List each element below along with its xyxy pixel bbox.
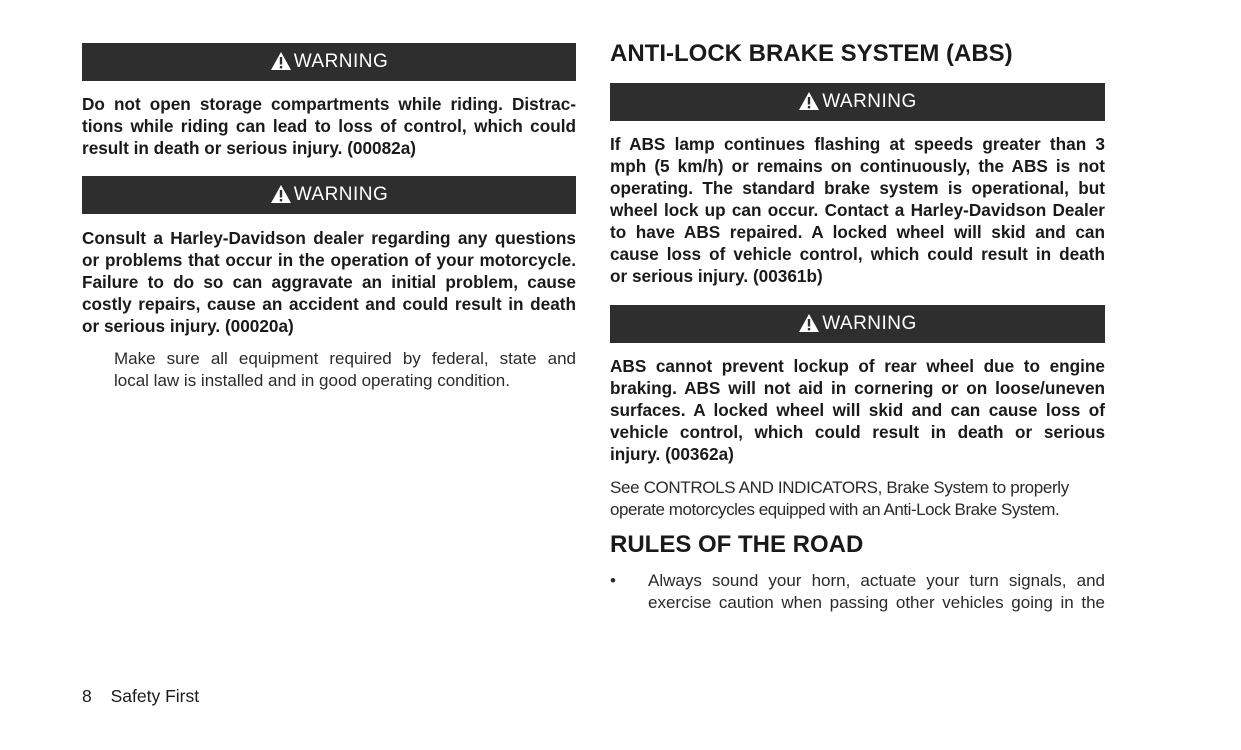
page-number: 8 [82, 686, 92, 706]
text-line: to have ABS repaired. A locked wheel will skid and can [610, 222, 1105, 242]
warning-text [82, 93, 576, 159]
text-line: surfaces. A locked wheel will skid and can cause loss of [610, 400, 1105, 420]
text-line: local law is installed and in good operating condition. [114, 371, 510, 390]
text-line: result in death or serious injury. (00082a) [82, 138, 416, 158]
text-line: Always sound your horn, actuate your turn signals, and [648, 571, 1105, 590]
bullet-paragraph [648, 570, 1105, 614]
warning-triangle-icon [798, 91, 820, 111]
warning-banner [610, 305, 1105, 343]
warning-banner [610, 83, 1105, 121]
warning-triangle-icon [798, 313, 820, 333]
text-line: braking. ABS will not aid in cornering or on loose/uneven [610, 378, 1105, 398]
warning-text [610, 355, 1105, 465]
see-controls-paragraph [610, 477, 1105, 521]
warning-label: WARNING [293, 51, 389, 72]
footer-section-label: Safety First [110, 686, 200, 706]
warning-text [82, 227, 576, 337]
bullet-marker: • [610, 571, 616, 590]
warning-label: WARNING [293, 184, 389, 205]
text-line: ABS cannot prevent lockup of rear wheel due to engine [610, 356, 1105, 376]
text-line: costly repairs, cause an accident and could result in death [82, 294, 576, 314]
text-line: tions while riding can lead to loss of control, which could [82, 116, 576, 136]
text-line: Make sure all equipment required by federal, state and [114, 349, 576, 368]
warning-label: WARNING [822, 91, 917, 112]
page-footer [82, 686, 199, 707]
abs-section-title: ANTI-LOCK BRAKE SYSTEM (ABS) [610, 40, 1013, 67]
text-line: operate motorcycles equipped with an Anti-Lock Brake System. [610, 500, 1060, 519]
text-line: exercise caution when passing other vehicles going in the [648, 593, 1105, 612]
warning-triangle-icon [270, 51, 292, 71]
rules-section-title: RULES OF THE ROAD [610, 531, 864, 558]
text-line: vehicle control, which could result in death or serious [610, 422, 1105, 442]
text-line: Consult a Harley-Davidson dealer regarding any questions [82, 228, 576, 248]
warning-banner [82, 43, 576, 81]
text-line: See CONTROLS AND INDICATORS, Brake System to properly [610, 478, 1069, 497]
warning-label: WARNING [822, 313, 917, 334]
text-line: mph (5 km/h) or remains on continuously, the ABS is not [610, 156, 1105, 176]
warning-triangle-icon [270, 184, 292, 204]
text-line: or problems that occur in the operation of your motorcycle. [82, 250, 576, 270]
text-line: or serious injury. (00020a) [82, 316, 294, 336]
text-line: injury. (00362a) [610, 444, 734, 464]
equipment-paragraph [114, 348, 576, 392]
text-line: cause loss of vehicle control, which could result in death [610, 244, 1105, 264]
text-line: or serious injury. (00361b) [610, 266, 823, 286]
text-line: Failure to do so can aggravate an initial problem, cause [82, 272, 576, 292]
warning-text [610, 133, 1105, 287]
text-line: operating. The standard brake system is operational, but [610, 178, 1105, 198]
text-line: If ABS lamp continues flashing at speeds greater than 3 [610, 134, 1105, 154]
text-line: wheel lock up can occur. Contact a Harley-Davidson Dealer [610, 200, 1105, 220]
text-line: Do not open storage compartments while riding. Distrac- [82, 94, 576, 114]
warning-banner [82, 176, 576, 214]
